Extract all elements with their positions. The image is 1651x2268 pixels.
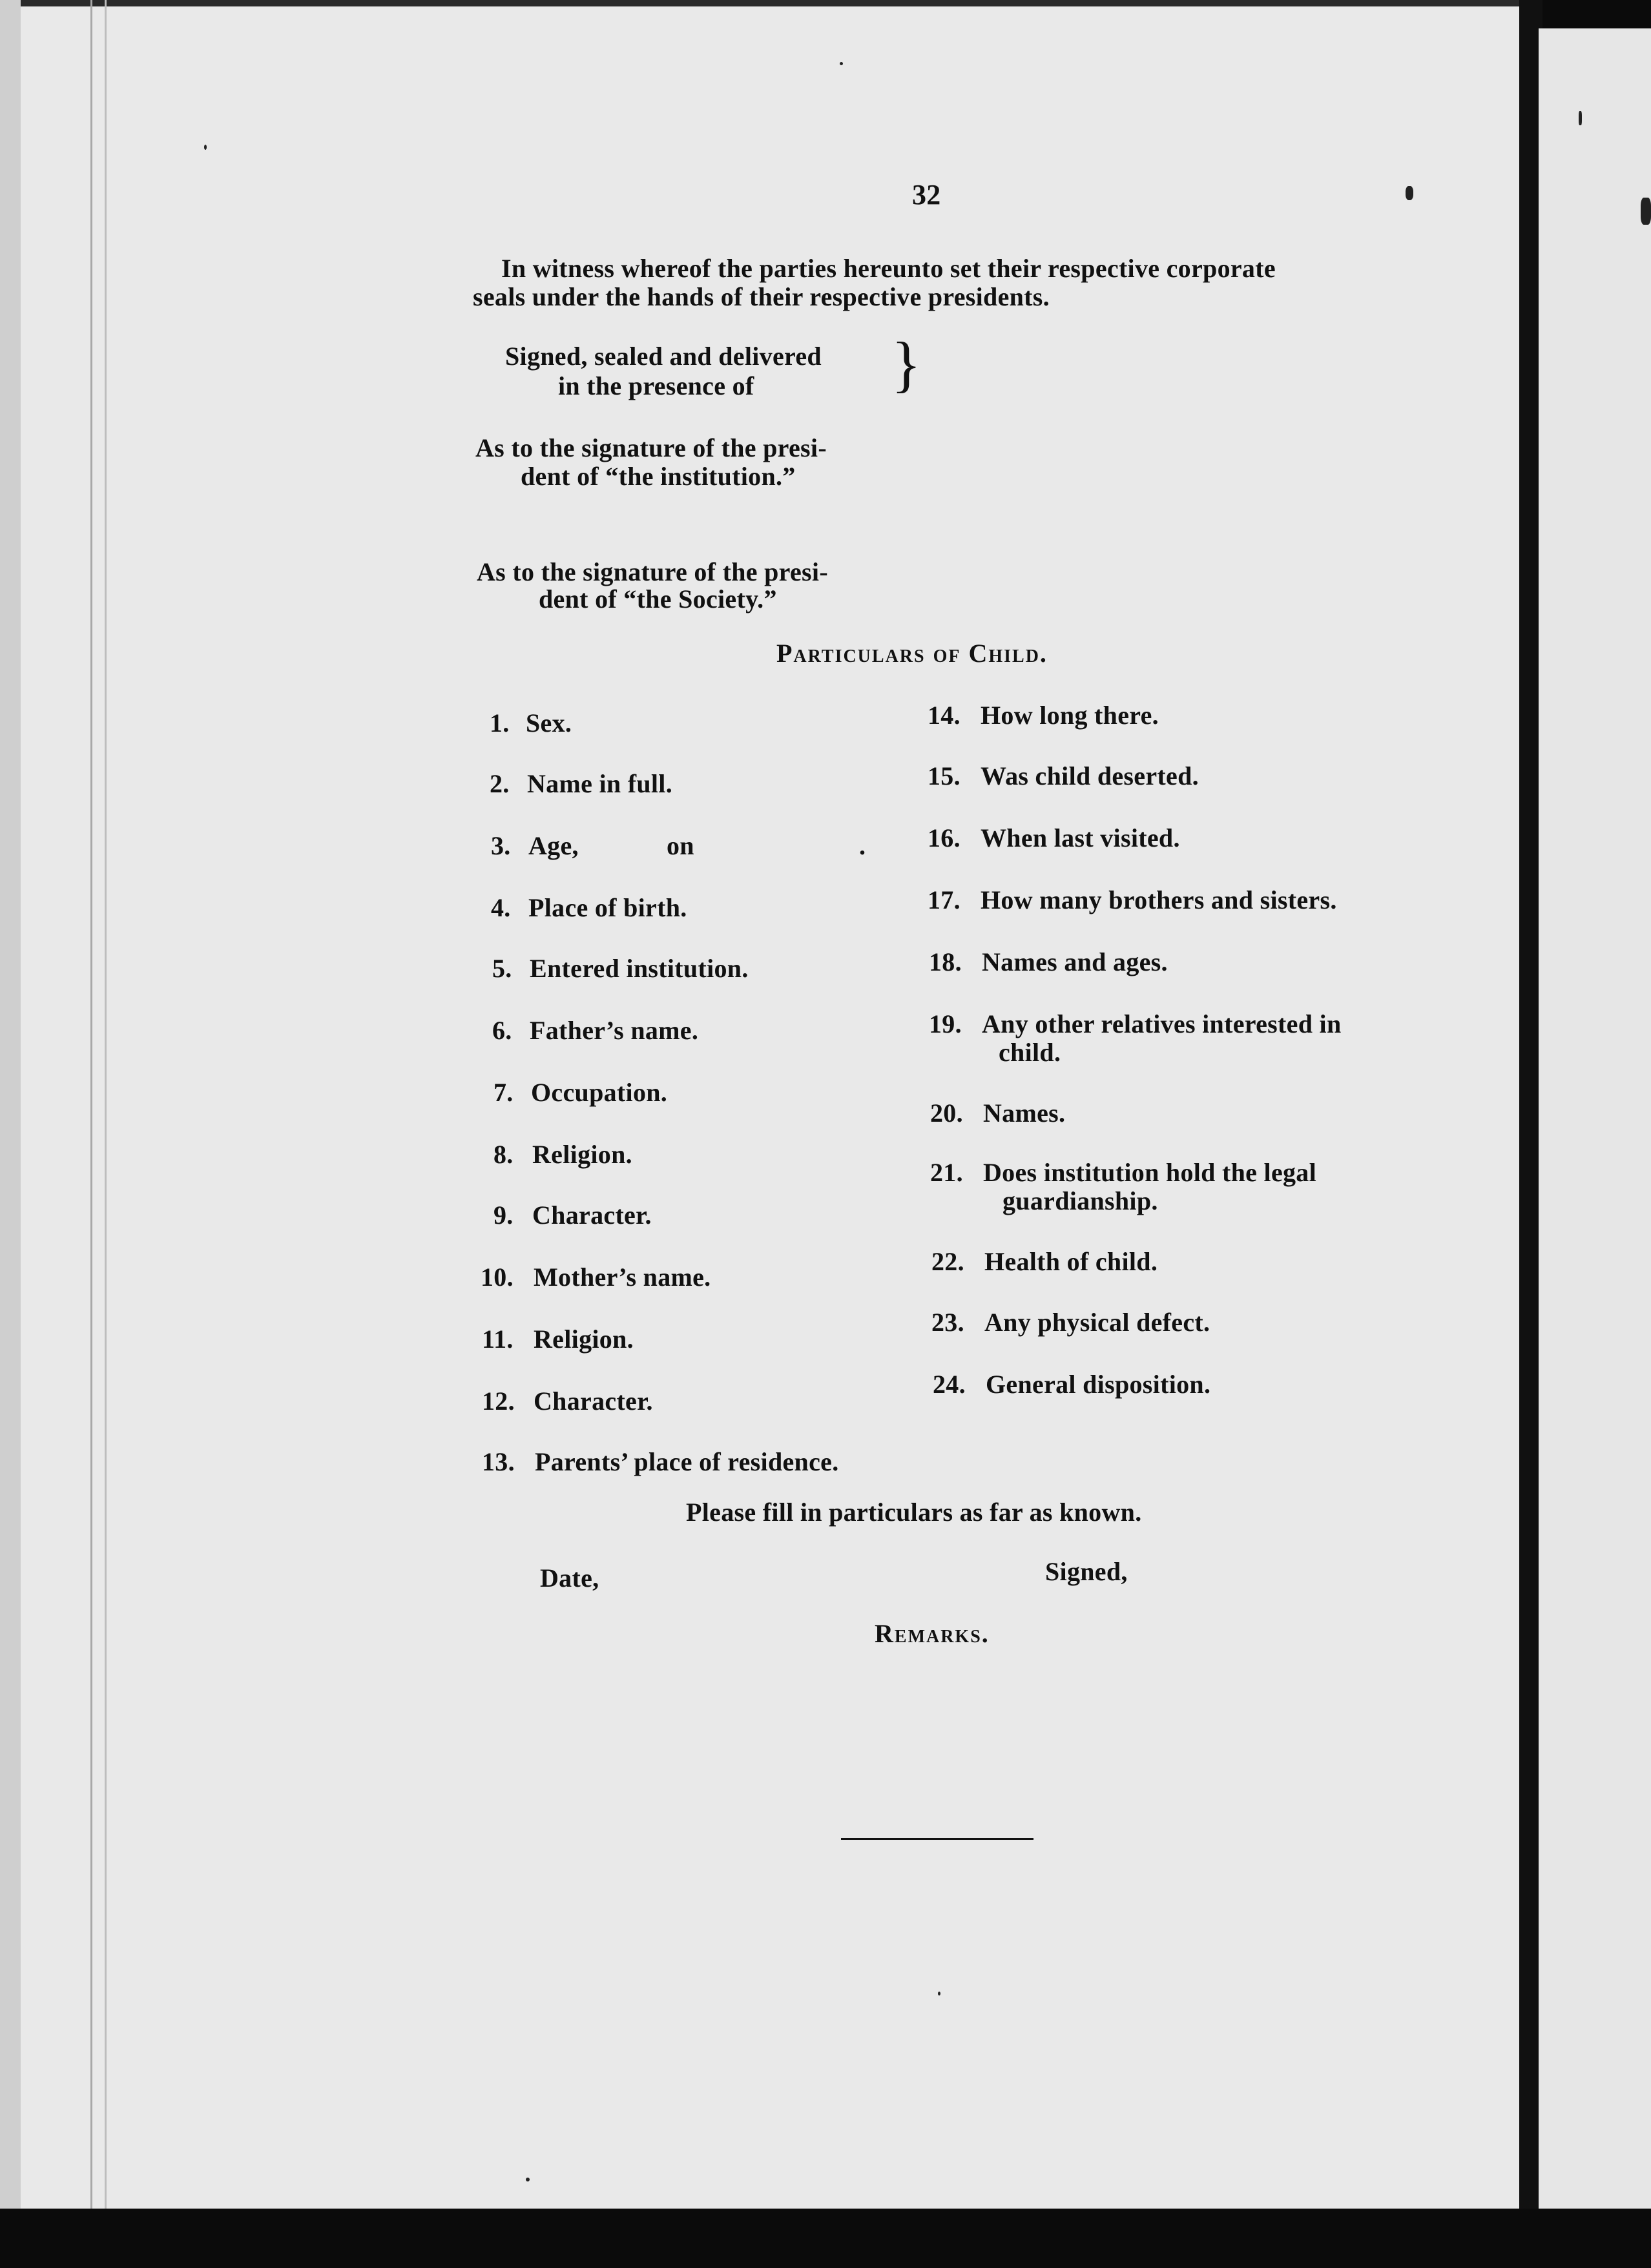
item-text: When last visited. <box>981 823 1180 852</box>
item-text: Any physical defect. <box>984 1308 1210 1337</box>
signed-line-2: in the presence of <box>558 371 754 400</box>
witness-line-2: seals under the hands of their respective presidents. <box>473 282 1050 311</box>
scan-border-bottom <box>0 2209 1651 2268</box>
witness-line-1: In witness whereof the parties hereunto set their respective corporate <box>501 254 1276 283</box>
item-number: 20. <box>930 1098 963 1128</box>
item-text: Religion. <box>534 1325 634 1354</box>
item-text: Name in full. <box>527 769 673 798</box>
item-text: Age, <box>528 831 579 860</box>
item-number: 6. <box>492 1016 512 1045</box>
scan-speck <box>1406 186 1413 200</box>
item-number: 19. <box>929 1009 962 1038</box>
item-number: 10. <box>481 1263 514 1292</box>
scan-speck <box>526 2178 530 2181</box>
item-number: 13. <box>482 1447 515 1476</box>
item-text: Names. <box>983 1098 1066 1128</box>
remarks-heading: Remarks. <box>875 1619 990 1648</box>
item-number: 9. <box>493 1201 514 1230</box>
item-number: 2. <box>490 769 510 798</box>
item-text: Names and ages. <box>982 947 1168 976</box>
signature-institution-line-2: dent of “the institution.” <box>521 462 796 491</box>
item-extra: on <box>667 831 694 860</box>
item-text: Health of child. <box>984 1247 1158 1276</box>
item-text-continued: child. <box>999 1038 1061 1067</box>
scan-speck <box>1641 198 1651 225</box>
item-number: 12. <box>482 1387 515 1416</box>
item-text: Was child deserted. <box>981 761 1199 790</box>
item-text: Character. <box>532 1201 652 1230</box>
item-number: 3. <box>491 831 511 860</box>
item-number: 23. <box>931 1308 964 1337</box>
item-text: Sex. <box>526 708 572 737</box>
scan-speck <box>840 62 843 65</box>
item-text: General disposition. <box>986 1370 1211 1399</box>
item-number: 14. <box>928 701 960 730</box>
page-number: 32 <box>912 179 941 211</box>
item-text: Parents’ place of residence. <box>535 1447 839 1476</box>
item-trail: . <box>859 831 866 860</box>
item-number: 15. <box>928 761 960 790</box>
signed-label: Signed, <box>1045 1557 1128 1586</box>
signature-society-line-2: dent of “the Society.” <box>539 584 777 613</box>
scan-speck <box>938 1992 940 1995</box>
item-text: Any other relatives interested in <box>982 1009 1342 1038</box>
page-fold-line <box>105 0 107 2209</box>
signature-institution-line-1: As to the signature of the presi- <box>475 433 827 462</box>
scan-speck <box>1579 111 1582 125</box>
facing-page-edge <box>1539 28 1651 2209</box>
item-text: How long there. <box>981 701 1159 730</box>
item-number: 21. <box>930 1158 963 1187</box>
brace-glyph: } <box>891 329 922 398</box>
particulars-heading: Particulars of Child. <box>776 639 1048 668</box>
signed-line-1: Signed, sealed and delivered <box>505 342 822 371</box>
item-text: How many brothers and sisters. <box>981 885 1337 914</box>
page-fold-line <box>90 0 92 2209</box>
item-text: Religion. <box>532 1140 632 1169</box>
item-number: 16. <box>928 823 960 852</box>
item-text: Occupation. <box>531 1078 668 1107</box>
item-text: Mother’s name. <box>534 1263 711 1292</box>
page-top-edge <box>0 0 1532 6</box>
item-text: Character. <box>534 1387 653 1416</box>
item-text-continued: guardianship. <box>1002 1186 1158 1215</box>
date-label: Date, <box>540 1563 599 1593</box>
item-text: Father’s name. <box>530 1016 699 1045</box>
item-number: 8. <box>493 1140 514 1169</box>
page-left-edge <box>0 0 21 2209</box>
item-number: 22. <box>931 1247 964 1276</box>
item-number: 11. <box>482 1325 514 1354</box>
item-text: Does institution hold the legal <box>983 1158 1317 1187</box>
item-number: 5. <box>492 954 512 983</box>
item-number: 17. <box>928 885 960 914</box>
item-number: 7. <box>493 1078 514 1107</box>
item-number: 1. <box>490 708 510 737</box>
item-number: 18. <box>929 947 962 976</box>
item-text: Entered institution. <box>530 954 749 983</box>
scan-speck <box>204 145 207 150</box>
fill-note: Please fill in particulars as far as known. <box>686 1498 1142 1527</box>
item-text: Place of birth. <box>528 893 687 922</box>
item-number: 24. <box>933 1370 966 1399</box>
closing-rule <box>841 1838 1033 1840</box>
signature-society-line-1: As to the signature of the presi- <box>477 557 828 586</box>
item-number: 4. <box>491 893 511 922</box>
